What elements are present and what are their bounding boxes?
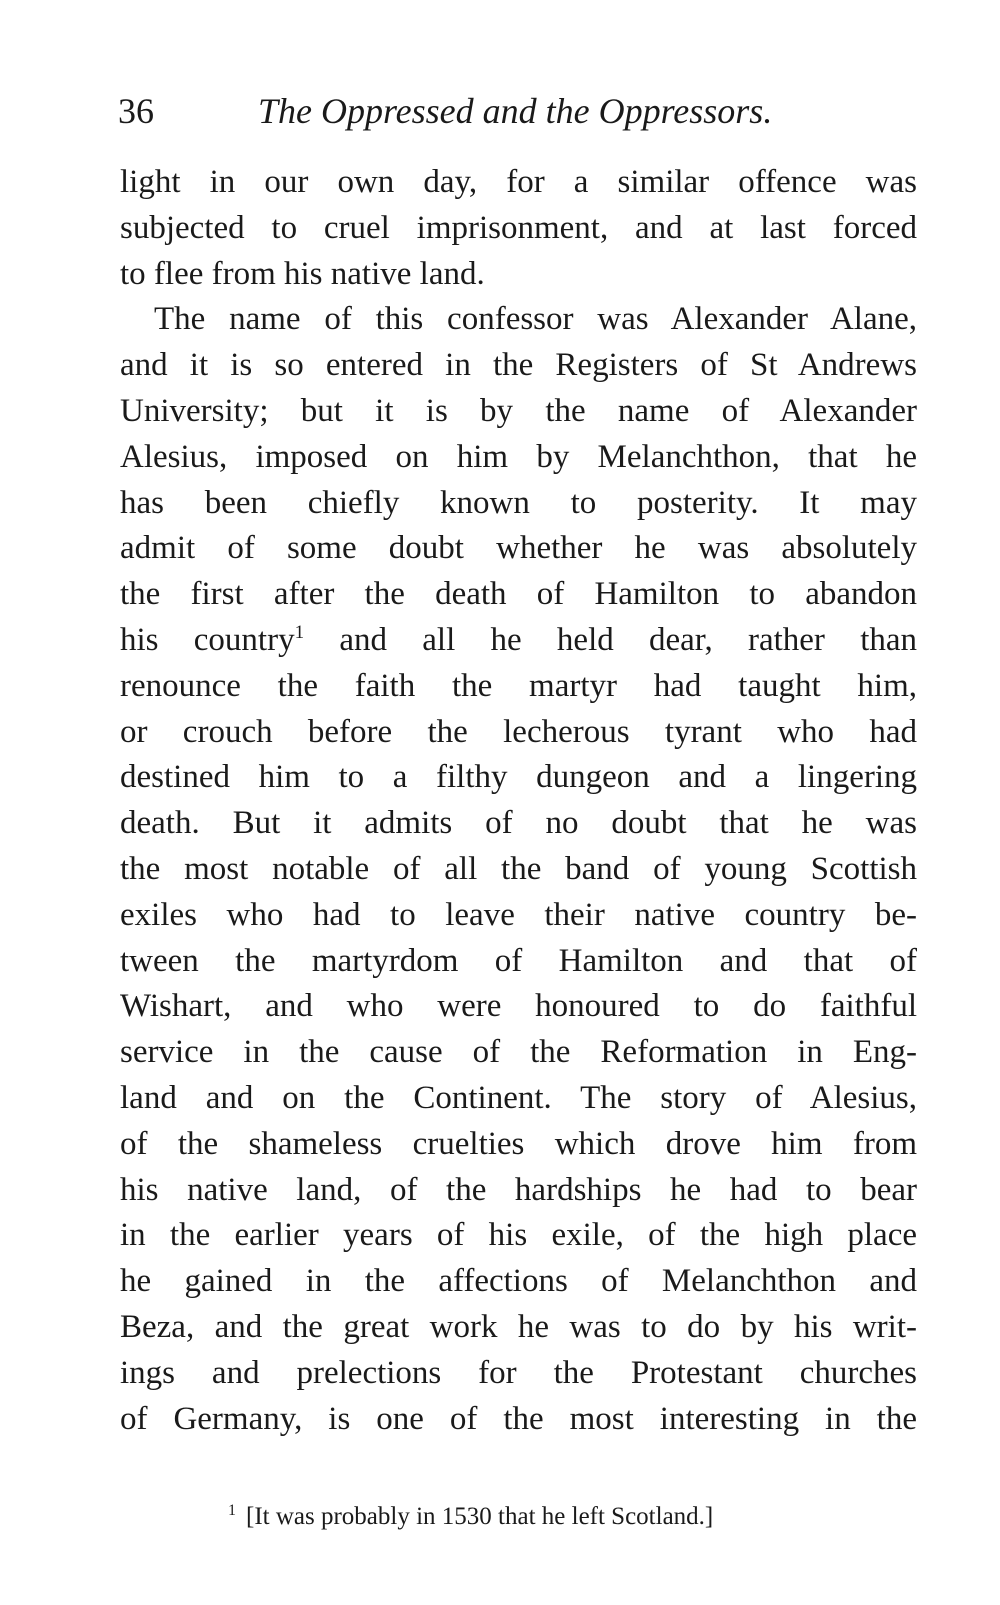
text-line: of the shameless cruelties which drove him from [120,1125,917,1162]
text-line: his native land, of the hardships he had to bear [120,1171,917,1208]
running-title: The Oppressed and the Oppressors. [258,91,773,131]
text-line: admit of some doubt whether he was absolutely [120,530,917,567]
text-line: or crouch before the lecherous tyrant who had [120,713,917,750]
text-line: ings and prelections for the Protestant churches [120,1354,917,1391]
text-line: Alesius, imposed on him by Melanchthon, that he [120,438,917,475]
text-line: Wishart, and who were honoured to do faithful [120,988,917,1025]
footnote [228,1500,713,1534]
text-line: destined him to a filthy dungeon and a lingering [120,759,917,796]
body-text [120,160,917,1442]
text-segment: and all he held dear, rather than [339,621,918,658]
text-line: land and on the Continent. The story of Alesius, [120,1079,917,1116]
text-line: tween the martyrdom of Hamilton and that of [120,942,917,979]
text-line: he gained in the affections of Melanchthon and [120,1263,917,1300]
text-line: and it is so entered in the Registers of St Andrews [120,347,917,384]
footnote-reference: 1 [294,621,305,643]
text-segment: his country [120,621,295,658]
running-head [118,86,798,136]
text-line: exiles who had to leave their native country be- [120,896,917,933]
footnote-text: [It was probably in 1530 that he left Scotland.] [246,1503,714,1530]
text-line: in the earlier years of his exile, of the high place [120,1217,917,1254]
text-line: the most notable of all the band of young Scottish [120,850,917,887]
text-line: The name of this confessor was Alexander Alane, [154,301,917,338]
text-line: University; but it is by the name of Alexander [120,392,917,429]
text-line: death. But it admits of no doubt that he was [120,805,917,842]
text-line: light in our own day, for a similar offence was [120,164,917,200]
footnote-mark: 1 [228,1501,236,1519]
text-line: service in the cause of the Reformation in Eng- [120,1034,917,1071]
text-line-with-footnote [120,618,917,664]
text-line: Beza, and the great work he was to do by his writ- [120,1308,917,1345]
text-line: to flee from his native land. [120,255,485,292]
text-line: of Germany, is one of the most interesting in the [120,1400,917,1437]
page-number: 36 [118,91,154,131]
text-line: renounce the faith the martyr had taught him, [120,667,917,704]
text-line: has been chiefly known to posterity. It may [120,484,917,521]
text-line: the first after the death of Hamilton to abandon [120,576,917,613]
text-line: subjected to cruel imprisonment, and at last forced [120,209,917,246]
